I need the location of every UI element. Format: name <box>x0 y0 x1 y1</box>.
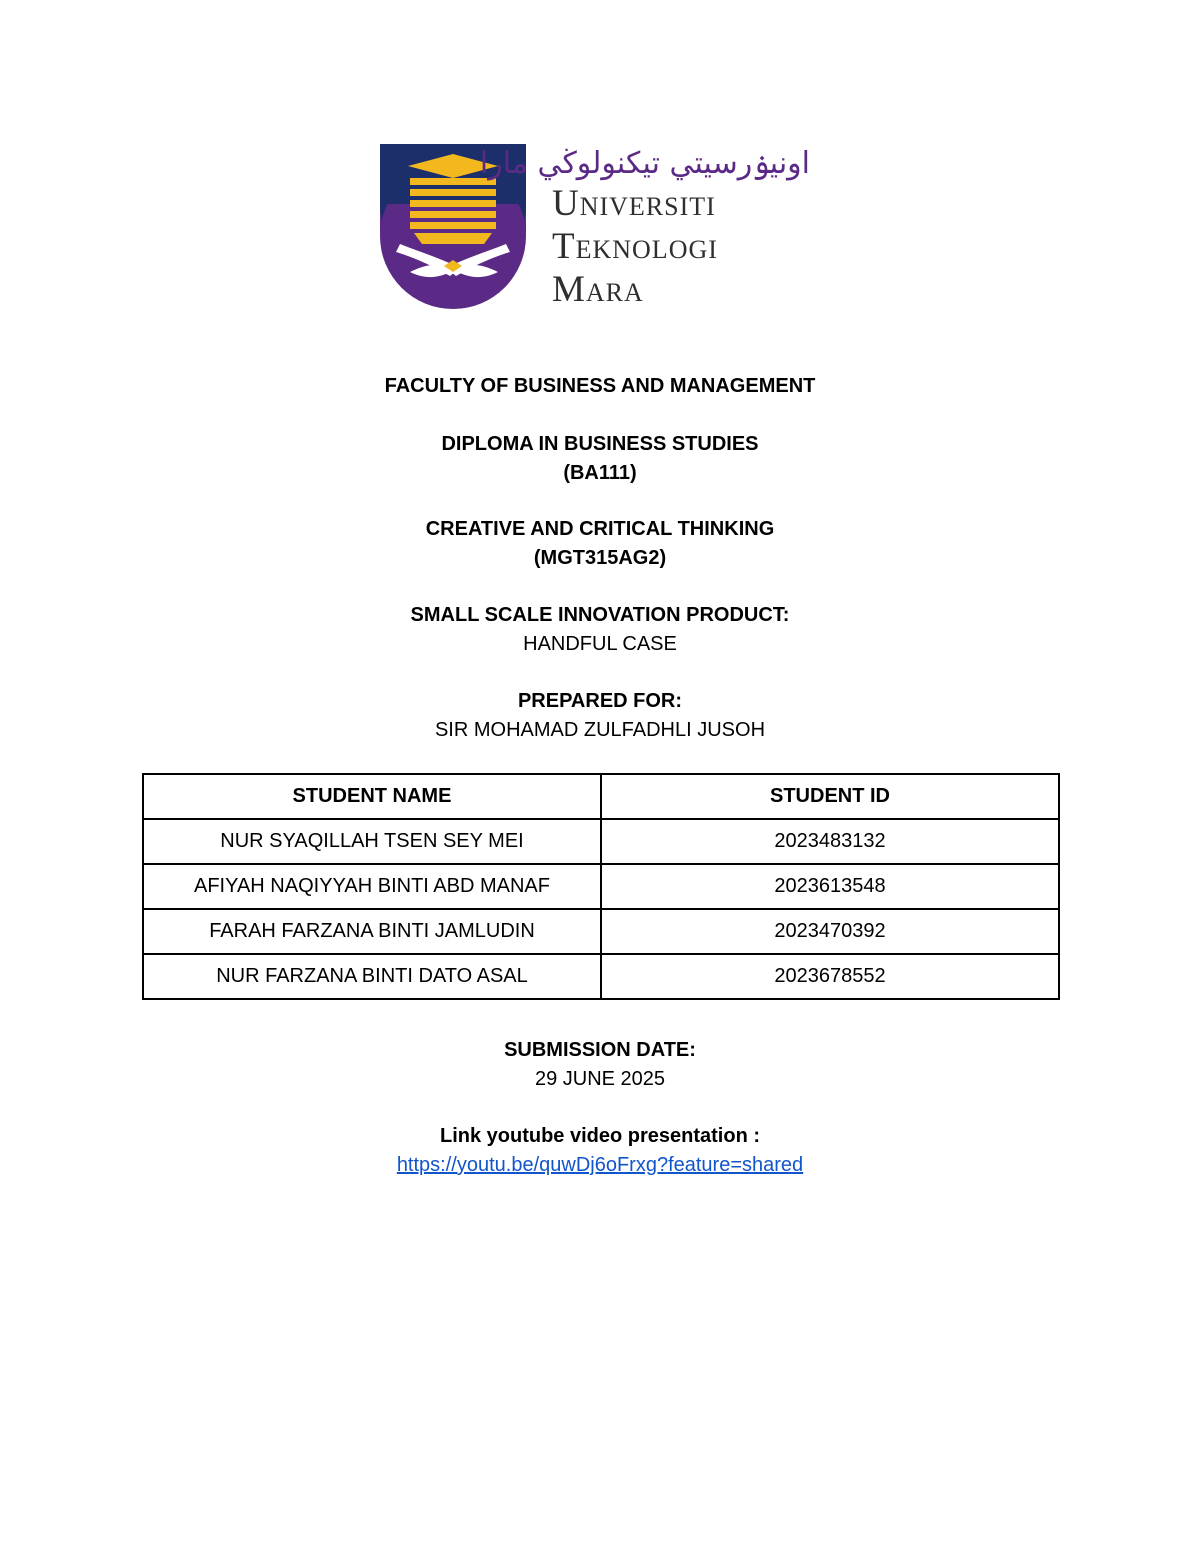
table-header-row <box>143 774 1059 819</box>
logo-word-teknologi: Teknologi <box>552 226 718 267</box>
program-code: (BA111) <box>563 462 637 484</box>
prepared-for-label: PREPARED FOR: <box>517 690 683 712</box>
logo-word-mara: Mara <box>552 269 644 310</box>
table-row <box>143 864 1059 909</box>
course-name: CREATIVE AND CRITICAL THINKING <box>425 518 775 540</box>
program-name: DIPLOMA IN BUSINESS STUDIES <box>441 433 759 455</box>
submission-label: SUBMISSION DATE: <box>504 1039 696 1061</box>
student-table <box>142 773 1060 1000</box>
student-id-cell: 2023678552 <box>601 954 1059 999</box>
table-row <box>143 954 1059 999</box>
student-name-cell: FARAH FARZANA BINTI JAMLUDIN <box>143 909 601 954</box>
student-name-cell: NUR FARZANA BINTI DATO ASAL <box>143 954 601 999</box>
logo-wordmark <box>552 182 718 311</box>
student-id-cell: 2023483132 <box>601 819 1059 864</box>
video-link-wrapper <box>0 1151 1200 1180</box>
faculty-title: FACULTY OF BUSINESS AND MANAGEMENT <box>384 375 816 397</box>
submission-date: 29 JUNE 2025 <box>534 1068 666 1090</box>
product-value: HANDFUL CASE <box>523 633 677 655</box>
logo-word-universiti: Universiti <box>552 183 716 224</box>
video-link-label: Link youtube video presentation : <box>439 1125 761 1147</box>
table-row <box>143 819 1059 864</box>
table-row <box>143 909 1059 954</box>
header-student-id: STUDENT ID <box>601 774 1059 819</box>
uitm-logo <box>380 144 812 312</box>
student-name-cell: AFIYAH NAQIYYAH BINTI ABD MANAF <box>143 864 601 909</box>
student-id-cell: 2023470392 <box>601 909 1059 954</box>
student-id-cell: 2023613548 <box>601 864 1059 909</box>
course-code: (MGT315AG2) <box>533 547 667 569</box>
prepared-for-value: SIR MOHAMAD ZULFADHLI JUSOH <box>434 719 766 741</box>
student-name-cell: NUR SYAQILLAH TSEN SEY MEI <box>143 819 601 864</box>
youtube-link[interactable]: https://youtu.be/quwDj6oFrxg?feature=shared <box>396 1154 804 1176</box>
product-label: SMALL SCALE INNOVATION PRODUCT: <box>410 604 790 626</box>
header-student-name: STUDENT NAME <box>143 774 601 819</box>
jawi-wordmark: اونيۏرسيتي تيكنولوڬي مارا <box>479 146 810 181</box>
